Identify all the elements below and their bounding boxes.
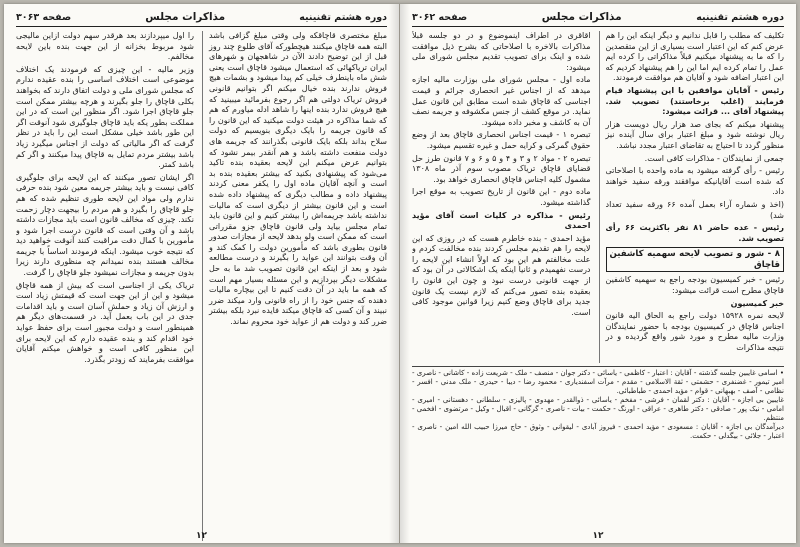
gutter-shadow <box>389 4 399 543</box>
footnote-block <box>412 369 784 441</box>
right-header-title: مذاکرات مجلس <box>541 11 622 23</box>
footnote-paragraph: دیرآمدگان بی اجازه - آقایان : مسعودی - مؤید احمدی - فیروز آبادی - لیقوانی - وثوق - حاج میرزا حبیب الله امین - ناصری - اعتبار - جلائی - بیگدلی - حکمت. <box>412 423 784 440</box>
paragraph: رئیس - مذاکره در کلیات است آقای مؤید احمدی <box>412 210 591 231</box>
left-header-session: دوره هشتم تقنینیه <box>299 11 387 23</box>
footnote-divider <box>412 366 784 367</box>
paragraph: رئیس - رأی گرفته میشود به ماده واحده با اصلاحاتی که شده است آقایانیکه موافقند ورقه سفید خواهند داد. <box>605 166 784 197</box>
paragraph: مبلغ مختصری قاچاقکه ولی وقتی مبلغ گزافی باشد البته همه قاچاق میکنند هیچطورکه آقای طلوع چند روز قبل از این توضیح دادند الآن در شاهجهان و شهرهای ایران تریاکهائی که استعمال میشود قاچاق است یعنی شش ماه باینطرف خیلی کم پیدا میشود و بشمات هیچ فروش ندارند بنده خیال میکنم اگر بتوانیم قانونی فروش تریاک دولتی هم اگر رجوع بفرمائید میبینید که هیچ فروش ندارد بنده اینها را شاهد ادله میاورم که هم که شما مذاکره در هیئت دولت میکنید که این قانون را که قانون جریمه را بایک دیگری بنویسیم که دولت سلاح بداند بلکه بایک قانونی بگذرانند که جریمه های دولت منفعت داشته باشد و هم آنقدر بیمر نشود که بتوانیم عرض میکنم این لایحه بعقیده بنده تاکید می‌شود که پیشنهادی بکنید که بیشتر بعقیده بنده بد است و آنچه آقایان ماده اول را یکفر معنی کردند پیشنهاد داده و مطالب دیگری که پیشنهاد داده شده است و این قانون بیشتر از دیگری است که مالیات نداشته باشد جریمه‌اش را بیشتر کنیم و این قانون باید تمام مجلس بیاید ولی قانون قاچاق جزو مقرراتی است که ممکن است ولو بدهد لایحه از مجازات صدور قانون بطوری باشد که مأمورین دولت را کمک کند و آن وقت بتوانند این عواید را بگیرند و درست مطالعه شود و بعد از اینکه این قانون تصویب شد ما به حل مشکلات دیگر بپردازیم و این مسئله بسیار مهم است که همه ما باید در آن دقت کنیم تا این بیچاره مالیات دهنده که جنس خود را از راه قانونی وارد میکند ضرر نبیند و آن کسی که قاچاق میکند فایده نبرد بلکه بیشتر ضرر کند و دولت هم از عواید خود محروم نماند. <box>209 31 387 327</box>
paragraph: وزیر مالیه - این چیزی که فرمودند یک اختلاف موضوعی است اختلاف اساسی را بنده عقیده ندارم که مجلس شورای ملی و دولت اتفاق دارند که بخواهند بکلی قاچاق را جلو بگیرند و هرچه بیشتر ممکن است جلو قاچاق اجرا شود. اگر منظور این است که در این مملکت بطور یکه باید قاچاق جلوگیری شود آنوقت اگر این طور باشد خیلی مشکل است این را باید در نظر گرفت که اگر مالیاتی که دولت از اجناس میگیرد زیاد باشد بیشتر مردم تمایل به قاچاق پیدا میکنند و اگر کم باشد کمتر. <box>16 64 194 170</box>
paragraph: تبصره ۲ - مواد ۲ و ۳ و ۴ و ۵ و ۶ و ۷ قانون طرز حل قضایای قاچاق تریاک مصوب سوم آذر ماه ۱۳۰۸ مشمول کلیه اجناس قاچاق انحصاری خواهد بود. <box>412 153 591 184</box>
paragraph: ماده اول - مجلس شورای ملی بوزارت مالیه اجازه میدهد که از اجناس غیر انحصاری جرائم و قیمت اجناسی که قاچاق شده است مطابق این قانون عمل نماید. در موقع کشف از جنس مکشوفه و جریمه نصف آن به کاشف و مخبر داده میشود. <box>412 75 591 127</box>
paragraph: ماده دوم - این قانون از تاریخ تصویب به موقع اجرا گذاشته میشود. <box>412 187 591 207</box>
right-header-page-label: صفحه ۳۰۶۲ <box>412 11 468 23</box>
footnote-paragraph: غایبین بی اجازه - آقایان : دکتر لقمان - فرشی - مفخم - یاسائی - ذوالقدر - مهدوی - پالیزی - سلطانی - دهستانی - امیری - امامی - نیک پور - صادقی - دکتر طاهری - عراقی - اورنگ - حکمت - بیات - ناصری - گرگانی - اقبال - وکیل - مرتضوی - افخمی - منتظم. <box>412 396 784 422</box>
magazine-spread <box>4 4 796 543</box>
section-title-box: ۸ - شور و تصویب لایحه سهمیه کاشفین قاچاق <box>606 247 785 272</box>
paragraph: جمعی از نمایندگان - مذاکرات کافی است. <box>644 153 784 163</box>
paragraph: رئیس - آقایان موافقین با این پیشنهاد قیام فرمایند (اغلب برخاستند) تصویب شد. پیشنهاد آقای ... قرائت میشود: <box>605 85 784 117</box>
paragraph: مؤید احمدی - بنده خاطرم هست که در روزی که این لایحه را هم تقدیم مجلس کردند بنده مخالفت کردم و علت مخالفتم هم این بود که اولاً انشاء این لایحه را درست نفهمیدم و ثانیاً اینکه یک اشکالاتی در آن بود که از جهت قانونی درست نبود و چون این قانون را بعقیده بنده تصور می‌کنم که لازم نیست یک قانون جدید برای قاچاق وضع کنیم زیرا قوانین موجود کافی است. <box>412 233 591 317</box>
left-page-left-column <box>16 31 194 541</box>
left-header-page-label: صفحه ۳۰۶۳ <box>16 11 72 23</box>
right-page-number: ۱۲ <box>592 531 604 541</box>
paragraph: تبصره ۱ - قیمت اجناس انحصاری قاچاق بعد از وضع حقوق گمرکی و کرایه حمل و غیره تقسیم میشود. <box>412 130 591 150</box>
committee-body: لایحه نمره ۱۵۹۲۸ دولت راجع به الحاق الیه قانون اجناس قاچاق در کمیسیون بودجه با حضور نمایندگان وزارت مالیه مطرح و مورد شور واقع گردیده و در نتیجه مذاکرات <box>605 311 784 353</box>
left-page <box>4 4 400 543</box>
right-header-session: دوره هشتم تقنینیه <box>696 11 784 23</box>
left-header-title: مذاکرات مجلس <box>145 11 226 23</box>
left-page-columns <box>16 31 387 541</box>
paragraph: اقاقری در اطراف اینموضوع و در دو جلسه قبلاً مذاکرات بالاخره با اصلاحاتی که بشرح ذیل موافقت شده و اینک برای تصویب تقدیم مجلس شورای ملی میشود: <box>412 31 591 72</box>
gutter-shadow <box>400 4 410 543</box>
paragraph: رئیس - عده حاضر ۸۱ نفر باکثریت ۶۶ رأی تصویب شد. <box>605 223 784 243</box>
paragraph: تریاک یکی از اجناسی است که بیش از همه قاچاق میشود و این از این جهت است که قیمتش زیاد است و ارزش آن زیاد و حملش آسان است و باید اقدامات جدی در این باب بعمل آید. در قسمت‌های دیگر هم همینطور است و دولت مجبور است برای حفظ عواید خود اقدام کند و بنده عقیده دارم که این لایحه برای این منظور کافی است و خواهش میکنم آقایان موافقت بفرمایند که زودتر بگذرد. <box>16 280 194 364</box>
right-page-header <box>412 10 784 27</box>
right-page-left-column <box>412 31 591 363</box>
left-page-right-column <box>202 31 387 541</box>
paragraph: را اول میپردازند بعد هرقدر سهم دولت ازاین مالیجی شود مربوط بخزانه از این جهت بنده باین لایحه مخالفم. <box>16 31 194 62</box>
paragraph: (اخذ و شماره آراء بعمل آمده ۶۶ ورقه سفید تعداد شد) <box>605 199 784 220</box>
paragraph: اگر ایشان تصور میکنند که این لایحه برای جلوگیری کافی نیست و باید بیشتر جریمه معین شود بنده حرفی ندارم ولی مواد این لایحه طوری تنظیم شده که هم جلو قاچاق را بگیرد و هم مردم را بیجهت دچار زحمت نکند. چیزی که مخالف قانون است باید مجازات داشته باشد و آن وقتی است که قانون درست اجرا شود و مأمورین با کمال دقت مراقبت کنند آنوقت خواهید دید که نتیجه خوب میشود. اینکه فرمودند اساساً با جریمه مخالف هستند بنده نمیدانم چه منظوری دارند زیرا بدون جریمه و مجازات نمیشود جلو قاچاق را گرفت. <box>16 172 194 278</box>
left-page-header <box>16 10 387 27</box>
section-lead: رئیس - خبر کمیسیون بودجه راجع به سهمیه کاشفین قاچاق مطرح است قرائت میشود: <box>605 275 784 296</box>
paragraph: تکلیف که مطلب را قابل ندانیم و دیگر اینکه این را هم عرض کنم که این اعتبار است بسیاری از این متقصدین را که ما به پیشنهاد میکنیم قبلاً مذاکراتی را کرده ایم عمل را تمام کرده ایم اما این را هم پیشنهاد کردیم که این اعتبار اضافه شود و آقایان هم موافقت فرمودند. <box>605 31 784 83</box>
left-page-number: ۱۲ <box>196 531 207 541</box>
right-page <box>400 4 796 543</box>
right-page-columns <box>412 31 784 363</box>
footnote-paragraph: • اسامی غایبین جلسه گذشته - آقایان : اعتبار - کاظمی - یاسائی - دکتر جوان - منصف - ملک - شریعت زاده - کاشانی - ناصری - امیر تیمور - غضنفری - حشمتی - ثقة الاسلامی - مقدم - مرآت اسفندیاری - محمود رضا - دیبا - حیدری - ملک مدنی - افسر - نظامی - آصف - بهبهانی - قوام - مؤید احمدی - طباطبائی. <box>412 369 784 395</box>
paragraph: پیشنهاد میکنم که بجای صد هزار ریال دویست هزار ریال نوشته شود و مبلغ اعتبار برای سال آینده نیز منظور گردد تا احتیاج به تقاضای اعتبار مجدد نباشد. <box>605 119 784 150</box>
committee-heading: خبر کمیسیون <box>730 298 784 308</box>
right-page-right-column <box>599 31 785 363</box>
